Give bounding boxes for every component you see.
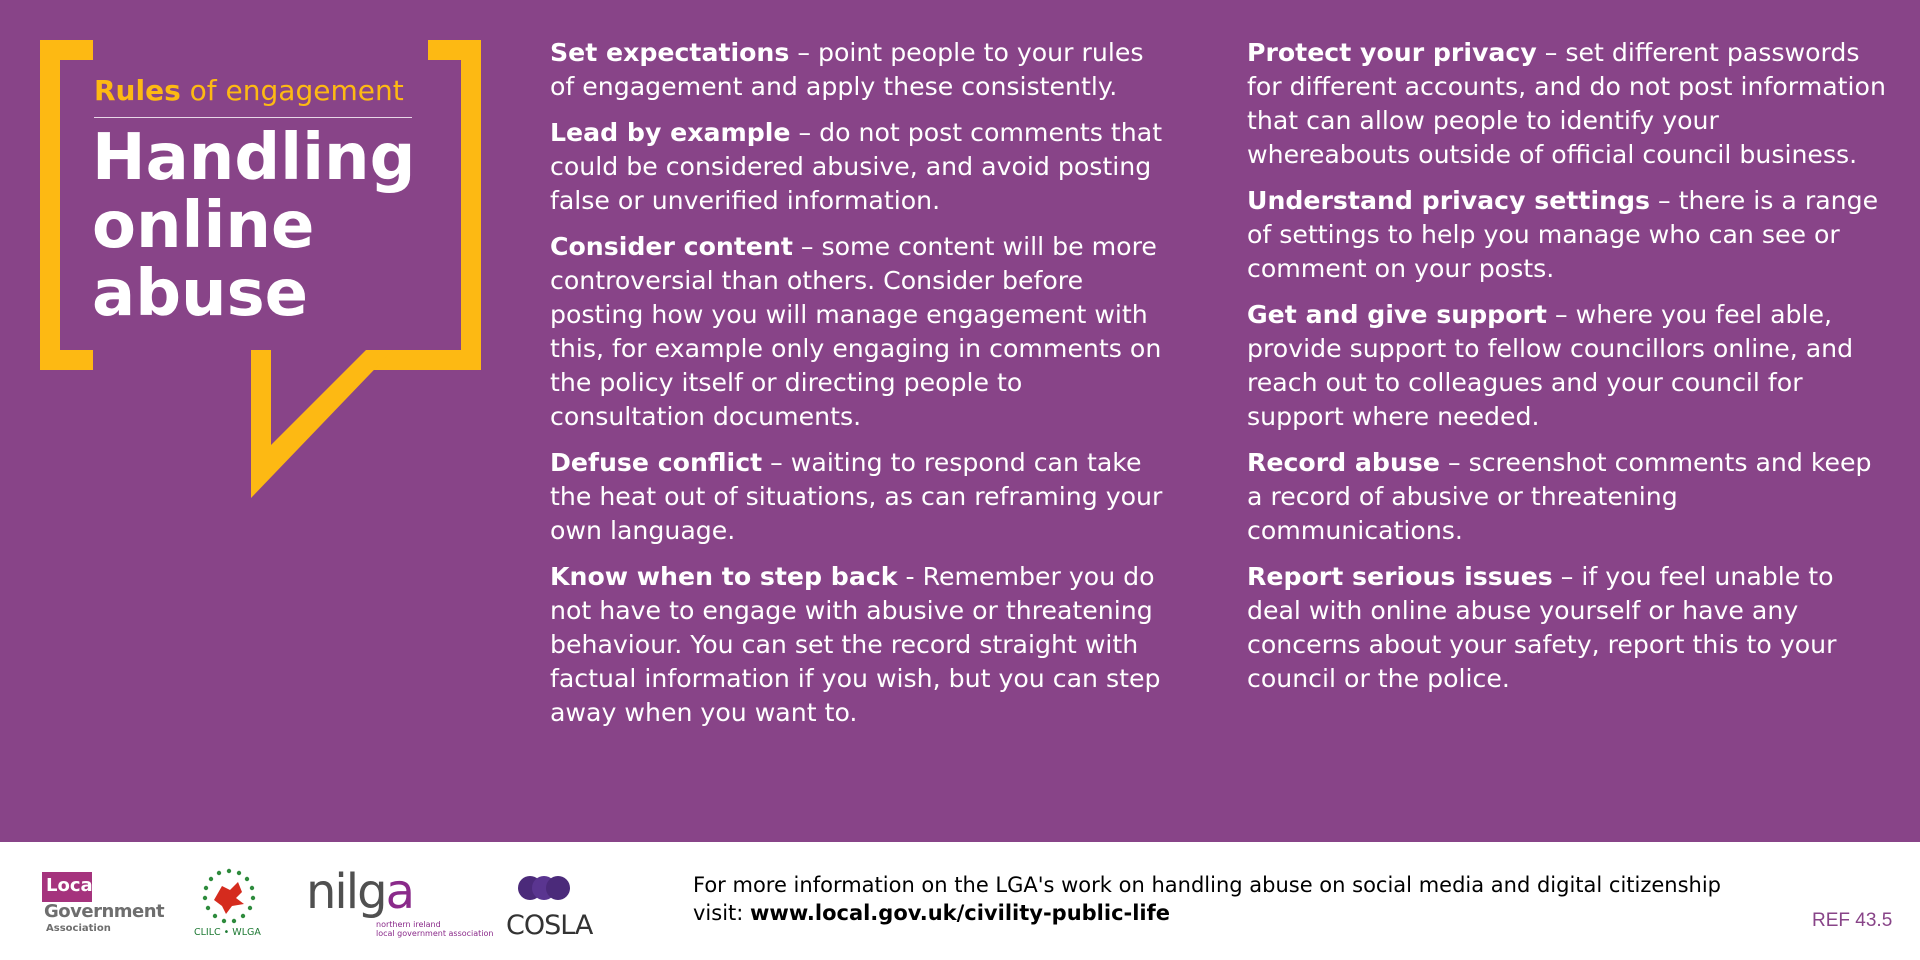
tip-item: [1247, 298, 1887, 434]
kicker-bold: Rules: [94, 74, 181, 107]
info-visit-prefix: visit:: [693, 901, 751, 925]
tip-text: – there is a range of settings to help you manage who can see or comment on your posts.: [1247, 186, 1879, 283]
tip-text: – waiting to respond can take the heat out of situations, as can reframing your own language.: [550, 448, 1163, 545]
tip-title: Report serious issues: [1247, 562, 1553, 591]
tip-item: [550, 446, 1175, 548]
more-info-text: [693, 871, 1721, 927]
page-title: [92, 121, 422, 331]
tip-title: Get and give support: [1247, 300, 1547, 329]
kicker-rest: of engagement: [180, 74, 404, 107]
tip-text: – do not post comments that could be considered abusive, and avoid posting false or unverified information.: [550, 118, 1163, 215]
lga-logo-line2: Government: [44, 901, 165, 922]
reference-code: REF 43.5: [1812, 910, 1893, 931]
nilga-sub-line1: northern ireland: [376, 920, 441, 929]
tip-text: – where you feel able, provide support to fellow councillors online, and reach out to colleagues and your council for support where needed.: [1247, 300, 1854, 431]
footer: [0, 842, 1920, 960]
wlga-logo-text: CLILC • WLGA: [194, 927, 261, 938]
tip-text: – screenshot comments and keep a record of abusive or threatening communications.: [1247, 448, 1872, 545]
tips-column-left: [550, 36, 1175, 742]
title-line: online: [92, 189, 315, 263]
cosla-circles-icon: [518, 874, 582, 906]
nilga-logo: [306, 864, 494, 940]
tip-item: [1247, 560, 1887, 696]
title-line: Handling: [92, 121, 416, 195]
tip-title: Understand privacy settings: [1247, 186, 1651, 215]
lga-logo-line3: Association: [46, 923, 111, 934]
civility-link[interactable]: www.local.gov.uk/civility-public-life: [750, 901, 1171, 925]
tip-text: - Remember you do not have to engage with abusive or threatening behaviour. You can set the record straight with factual information if you wish, but you can step away when you want to.: [550, 562, 1161, 727]
tip-item: [1247, 184, 1887, 286]
title-line: abuse: [92, 257, 309, 331]
wlga-logo: [192, 868, 266, 940]
tip-item: [550, 36, 1175, 104]
nilga-sub-line2: local government association: [376, 929, 494, 938]
nilga-word-end: a: [385, 864, 413, 920]
lga-logo-line1: Local: [46, 875, 99, 896]
tip-item: [550, 116, 1175, 218]
tip-title: Record abuse: [1247, 448, 1440, 477]
tips-column-right: [1247, 36, 1887, 708]
tip-text: – point people to your rules of engagement and apply these consistently.: [550, 38, 1144, 101]
tip-item: [550, 560, 1175, 730]
cosla-logo: [504, 872, 596, 942]
tip-text: – if you feel unable to deal with online abuse yourself or have any concerns about your safety, report this to your council or the police.: [1247, 562, 1837, 693]
cosla-logo-text: COSLA: [506, 910, 593, 941]
tip-title: Consider content: [550, 232, 793, 261]
tip-title: Set expectations: [550, 38, 790, 67]
tip-title: Defuse conflict: [550, 448, 763, 477]
tip-title: Lead by example: [550, 118, 791, 147]
tip-text: – set different passwords for different accounts, and do not post information that can allow people to identify your whereabouts outside of official council business.: [1247, 38, 1886, 169]
tip-item: [1247, 446, 1887, 548]
tip-title: Know when to step back: [550, 562, 898, 591]
section-kicker: [94, 74, 404, 107]
tip-title: Protect your privacy: [1247, 38, 1537, 67]
dragon-emblem-icon: [192, 868, 266, 926]
nilga-wordmark: [306, 864, 413, 920]
tip-item: [1247, 36, 1887, 172]
info-line1: For more information on the LGA's work on handling abuse on social media and digital citizenship: [693, 873, 1722, 897]
nilga-word-main: nilg: [306, 864, 386, 920]
info-line2: [693, 899, 1721, 927]
nilga-subtitle: [376, 920, 493, 938]
tip-item: [550, 230, 1175, 434]
lga-logo: [40, 870, 165, 936]
kicker-divider: [94, 117, 412, 118]
tip-text: – some content will be more controversial than others. Consider before posting how you will manage engagement with this, for example only engaging in comments on the policy itself or directing people to consultation documents.: [550, 232, 1162, 431]
